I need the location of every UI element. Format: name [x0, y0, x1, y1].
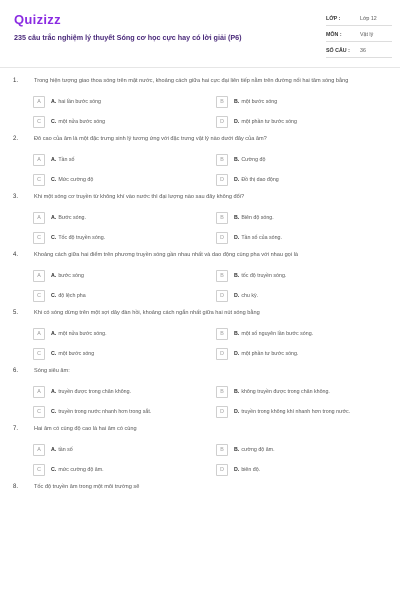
answer-option-d[interactable]: [216, 231, 399, 245]
option-text: cường độ âm.: [241, 447, 275, 453]
question-item: [0, 77, 400, 129]
option-text: một số nguyên lần bước sóng.: [241, 331, 314, 337]
option-letter: A.: [51, 273, 57, 279]
answer-option-a[interactable]: [33, 95, 216, 109]
option-marker-box[interactable]: C: [33, 464, 45, 476]
meta-class-value: Lớp 12: [360, 15, 377, 22]
answer-option-c[interactable]: [33, 231, 216, 245]
answer-option-c[interactable]: [33, 405, 216, 419]
answer-option-b[interactable]: [216, 385, 399, 399]
answer-option-d[interactable]: [216, 347, 399, 361]
option-letter: D.: [234, 351, 240, 357]
option-marker-box[interactable]: A: [33, 212, 45, 224]
answer-options: [0, 327, 400, 361]
question-list: [0, 77, 400, 500]
meta-count-row: [326, 44, 392, 58]
question-number: 7.: [13, 426, 19, 432]
option-letter: A.: [51, 157, 57, 163]
option-letter: C.: [51, 235, 57, 241]
option-marker-box[interactable]: D: [216, 290, 228, 302]
option-text: một phần tư bước sóng.: [241, 351, 299, 357]
option-text: biên độ.: [241, 467, 261, 473]
answer-options: [0, 153, 400, 187]
option-text: một bước sóng: [241, 99, 278, 105]
meta-subject-row: [326, 28, 392, 42]
answer-option-a[interactable]: [33, 443, 216, 457]
meta-count-value: 36: [360, 47, 366, 54]
answer-options: [0, 385, 400, 419]
option-text: Tần số: [58, 157, 75, 163]
option-marker-box[interactable]: A: [33, 328, 45, 340]
answer-option-c[interactable]: [33, 463, 216, 477]
answer-option-b[interactable]: [216, 95, 399, 109]
option-marker-box[interactable]: B: [216, 96, 228, 108]
option-letter: C.: [51, 119, 57, 125]
option-text: Tần số của sóng.: [241, 235, 282, 241]
header-divider: [0, 67, 400, 68]
answer-option-a[interactable]: [33, 327, 216, 341]
document-title: 235 câu trắc nghiệm lý thuyết Sóng cơ học cực hay có lời giải (P6): [14, 33, 242, 42]
option-letter: D.: [234, 467, 240, 473]
option-marker-box[interactable]: C: [33, 406, 45, 418]
meta-class-row: [326, 12, 392, 26]
option-marker-box[interactable]: A: [33, 270, 45, 282]
answer-options: [0, 211, 400, 245]
question-number: 3.: [13, 194, 19, 200]
option-text: chu kỳ.: [241, 293, 259, 299]
option-text: một phần tư bước sóng: [241, 119, 297, 125]
option-marker-box[interactable]: A: [33, 444, 45, 456]
answer-option-b[interactable]: [216, 327, 399, 341]
option-marker-box[interactable]: B: [216, 328, 228, 340]
answer-option-c[interactable]: [33, 289, 216, 303]
question-header: [0, 193, 400, 204]
option-letter: B.: [234, 157, 240, 163]
answer-option-b[interactable]: [216, 211, 399, 225]
option-text: Bước sóng.: [58, 215, 86, 221]
answer-option-a[interactable]: [33, 211, 216, 225]
answer-option-a[interactable]: [33, 385, 216, 399]
option-letter: C.: [51, 467, 57, 473]
answer-option-b[interactable]: [216, 443, 399, 457]
question-number: 2.: [13, 136, 19, 142]
option-text: truyền được trong chân không.: [58, 389, 131, 395]
question-number: 1.: [13, 78, 19, 84]
question-number: 8.: [13, 484, 19, 490]
question-number: 5.: [13, 310, 19, 316]
option-text: Biên độ sóng.: [241, 215, 274, 221]
option-letter: C.: [51, 409, 57, 415]
meta-subject-value: Vật lý: [360, 31, 374, 38]
question-item: [0, 425, 400, 477]
answer-option-b[interactable]: [216, 269, 399, 283]
option-letter: D.: [234, 177, 240, 183]
option-letter: D.: [234, 409, 240, 415]
option-text: độ lệch pha: [58, 293, 86, 299]
option-letter: B.: [234, 331, 240, 337]
option-text: Tốc độ truyền sóng.: [58, 235, 106, 241]
question-item: [0, 251, 400, 303]
option-marker-box[interactable]: D: [216, 406, 228, 418]
question-number: 4.: [13, 252, 19, 258]
quizizz-logo: Quizizz: [14, 12, 61, 27]
option-marker-box[interactable]: B: [216, 154, 228, 166]
option-text: bước sóng: [58, 273, 84, 279]
answer-option-a[interactable]: [33, 269, 216, 283]
answer-option-c[interactable]: [33, 347, 216, 361]
answer-options: [0, 443, 400, 477]
option-letter: C.: [51, 293, 57, 299]
question-text: Khi có sóng dừng trên một sợi dây đàn hồi, khoảng cách ngắn nhất giữa hai nút sóng bằng: [34, 310, 260, 316]
option-letter: C.: [51, 351, 57, 357]
meta-class-label: LỚP :: [326, 15, 341, 22]
answer-option-c[interactable]: [33, 173, 216, 187]
question-text: Trong hiện tượng giao thoa sóng trên mặt nước, khoảng cách giữa hai cực đại liên tiếp nằm trên đường nối hai tâm sóng bằng: [34, 78, 349, 84]
meta-count-label: SỐ CÂU :: [326, 47, 350, 54]
question-text: Đô cao của âm là một đặc trưng sinh lý tương ứng với đặc trưng vật lý nào dưới đây của âm?: [34, 136, 267, 142]
option-marker-box[interactable]: B: [216, 444, 228, 456]
document-header: [0, 0, 400, 66]
option-marker-box[interactable]: C: [33, 290, 45, 302]
option-text: Cường độ: [241, 157, 266, 163]
question-text: Khi một sóng cơ truyền từ không khí vào nước thì đại lượng nào sau đây không đổi?: [34, 194, 245, 200]
option-marker-box[interactable]: D: [216, 174, 228, 186]
meta-subject-label: MÔN :: [326, 31, 342, 38]
question-header: [0, 483, 400, 494]
meta-info: [326, 12, 392, 60]
option-letter: B.: [234, 389, 240, 395]
question-item: [0, 367, 400, 419]
option-text: hai lần bước sóng: [58, 99, 101, 105]
option-marker-box[interactable]: C: [33, 232, 45, 244]
option-text: Đồ thị dao động: [241, 177, 279, 183]
option-text: tần số: [58, 447, 73, 453]
question-text: Sóng siêu âm:: [34, 368, 70, 374]
option-text: Mức cường độ: [58, 177, 94, 183]
question-header: [0, 367, 400, 378]
option-marker-box[interactable]: D: [216, 232, 228, 244]
answer-option-d[interactable]: [216, 173, 399, 187]
answer-options: [0, 269, 400, 303]
option-text: truyền trong không khí nhanh hơn trong nước.: [241, 409, 351, 415]
question-item: [0, 309, 400, 361]
option-marker-box[interactable]: C: [33, 174, 45, 186]
option-text: một bước sóng: [58, 351, 95, 357]
option-letter: D.: [234, 293, 240, 299]
answer-option-a[interactable]: [33, 153, 216, 167]
option-letter: B.: [234, 273, 240, 279]
answer-option-d[interactable]: [216, 405, 399, 419]
answer-options: [0, 95, 400, 129]
option-text: truyền trong nước nhanh hơn trong sắt.: [58, 409, 152, 415]
answer-option-d[interactable]: [216, 289, 399, 303]
question-text: Khoảng cách giữa hai điểm trên phương truyền sóng gần nhau nhất và dao động cùng pha với nhau gọi là: [34, 252, 298, 258]
option-marker-box[interactable]: C: [33, 348, 45, 360]
option-letter: A.: [51, 447, 57, 453]
question-item: [0, 135, 400, 187]
option-marker-box[interactable]: A: [33, 154, 45, 166]
option-text: không truyền được trong chân không.: [241, 389, 330, 395]
option-marker-box[interactable]: B: [216, 386, 228, 398]
option-marker-box[interactable]: B: [216, 270, 228, 282]
option-marker-box[interactable]: C: [33, 116, 45, 128]
question-header: [0, 135, 400, 146]
option-letter: A.: [51, 389, 57, 395]
option-letter: D.: [234, 235, 240, 241]
option-marker-box[interactable]: D: [216, 464, 228, 476]
question-header: [0, 251, 400, 262]
option-text: mức cường độ âm.: [58, 467, 104, 473]
answer-option-d[interactable]: [216, 463, 399, 477]
option-letter: B.: [234, 215, 240, 221]
option-letter: C.: [51, 177, 57, 183]
option-text: một nửa bước sóng.: [58, 331, 107, 337]
question-header: [0, 77, 400, 88]
option-letter: B.: [234, 99, 240, 105]
option-letter: A.: [51, 99, 57, 105]
option-marker-box[interactable]: D: [216, 348, 228, 360]
option-text: tốc độ truyền sóng.: [241, 273, 287, 279]
question-item: [0, 483, 400, 494]
question-item: [0, 193, 400, 245]
question-header: [0, 309, 400, 320]
question-text: Hai âm có cùng độ cao là hai âm có cùng: [34, 426, 137, 432]
question-header: [0, 425, 400, 436]
option-letter: D.: [234, 119, 240, 125]
option-letter: B.: [234, 447, 240, 453]
option-marker-box[interactable]: A: [33, 386, 45, 398]
question-text: Tốc độ truyền âm trong một môi trường sẽ: [34, 484, 140, 490]
question-number: 6.: [13, 368, 19, 374]
option-letter: A.: [51, 215, 57, 221]
option-marker-box[interactable]: B: [216, 212, 228, 224]
option-letter: A.: [51, 331, 57, 337]
option-marker-box[interactable]: D: [216, 116, 228, 128]
answer-option-b[interactable]: [216, 153, 399, 167]
answer-option-d[interactable]: [216, 115, 399, 129]
option-text: một nửa bước sóng: [58, 119, 106, 125]
option-marker-box[interactable]: A: [33, 96, 45, 108]
answer-option-c[interactable]: [33, 115, 216, 129]
